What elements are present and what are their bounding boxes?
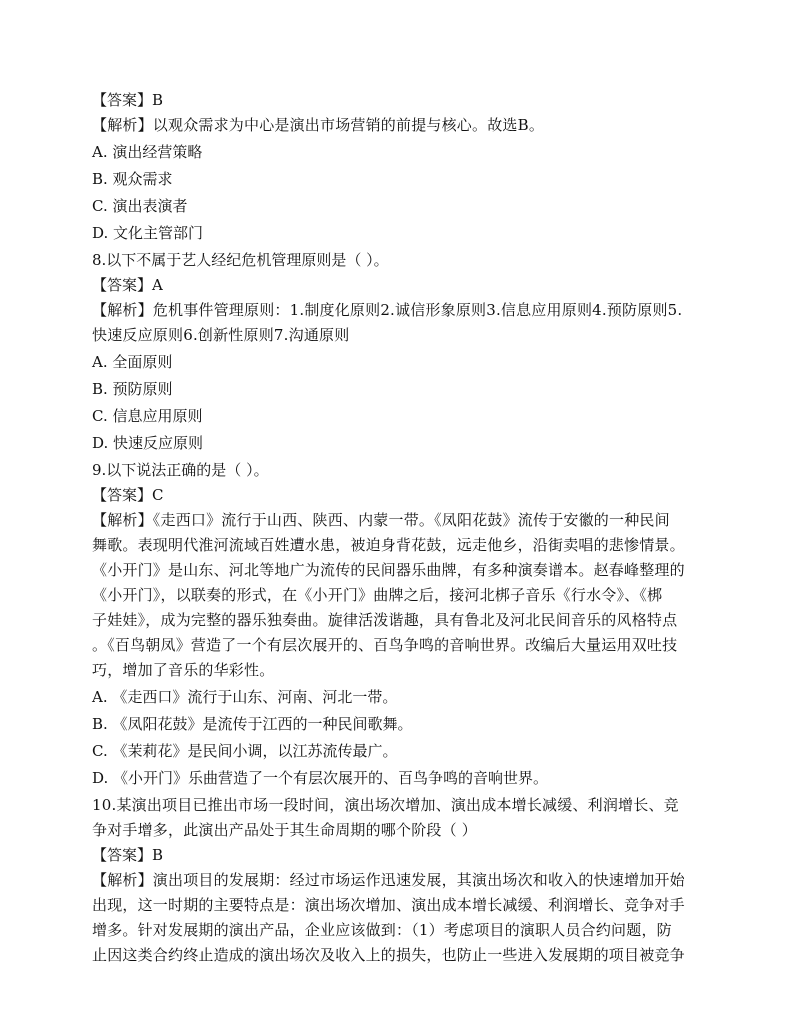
- question-8: 8.以下不属于艺人经纪危机管理原则是（ ）。: [92, 251, 389, 269]
- option-8-d: D. 快速反应原则: [92, 434, 204, 452]
- question-10: [92, 793, 714, 843]
- explanation-10-line-2: 出现，这一时期的主要特点是：演出场次增加、演出成本增长减缓、利润增长、竞争对手: [92, 896, 685, 914]
- answer-10: 【答案】B: [92, 846, 164, 864]
- option-7-d: D. 文化主管部门: [92, 224, 204, 242]
- question-9: 9.以下说法正确的是（ ）。: [92, 461, 269, 479]
- answer-7: 【答案】B: [92, 91, 164, 109]
- option-9-d: D. 《小开门》乐曲营造了一个有层次展开的、百鸟争鸣的音响世界。: [92, 769, 549, 787]
- explanation-9-line-7: 巧，增加了音乐的华彩性。: [92, 661, 275, 679]
- explanation-9: [92, 508, 714, 683]
- explanation-8-line-2: 快速反应原则6.创新性原则7.沟通原则: [92, 326, 350, 344]
- option-8-a: A. 全面原则: [92, 353, 173, 371]
- explanation-9-line-4: 《小开门》，以联奏的形式，在《小开门》曲牌之后，接河北梆子音乐《行水令》、《梆: [92, 586, 663, 604]
- option-8-b: B. 预防原则: [92, 380, 173, 398]
- question-10-line-1: 10.某演出项目已推出市场一段时间，演出场次增加、演出成本增长减缓、利润增长、竞: [92, 796, 679, 814]
- explanation-10: [92, 868, 714, 968]
- explanation-9-line-2: 舞歌。表现明代淮河流域百姓遭水患，被迫身背花鼓，远走他乡，沿街卖唱的悲惨情景。: [92, 536, 685, 554]
- option-8-c: C. 信息应用原则: [92, 407, 203, 425]
- explanation-10-line-1: 【解析】演出项目的发展期：经过市场运作迅速发展，其演出场次和收入的快速增加开始: [92, 871, 685, 889]
- explanation-10-line-3: 增多。针对发展期的演出产品，企业应该做到：（1）考虑项目的演职人员合约问题，防: [92, 921, 672, 939]
- option-9-b: B. 《凤阳花鼓》是流传于江西的一种民间歌舞。: [92, 715, 413, 733]
- answer-8: 【答案】A: [92, 276, 163, 294]
- explanation-7-line-1: 【解析】以观众需求为中心是演出市场营销的前提与核心。故选B。: [92, 116, 545, 134]
- explanation-9-line-3: 《小开门》是山东、河北等地广为流传的民间器乐曲牌，有多种演奏谱本。赵春峰整理的: [92, 561, 685, 579]
- option-9-a: A. 《走西口》流行于山东、河南、河北一带。: [92, 688, 398, 706]
- answer-9: 【答案】C: [92, 486, 164, 504]
- question-10-line-2: 争对手增多，此演出产品处于其生命周期的哪个阶段（ ）: [92, 821, 477, 839]
- explanation-8-line-1: 【解析】危机事件管理原则：1.制度化原则2.诚信形象原则3.信息应用原则4.预防原则5.: [92, 301, 683, 319]
- explanation-7: [92, 113, 714, 138]
- option-7-b: B. 观众需求: [92, 170, 173, 188]
- explanation-9-line-6: 。《百鸟朝凤》营造了一个有层次展开的、百鸟争鸣的音响世界。改编后大量运用双吐技: [92, 636, 678, 654]
- explanation-8: [92, 298, 714, 348]
- explanation-9-line-1: 【解析】《走西口》流行于山西、陕西、内蒙一带。《凤阳花鼓》流传于安徽的一种民间: [92, 511, 670, 529]
- option-7-c: C. 演出表演者: [92, 197, 188, 215]
- explanation-10-line-4: 止因这类合约终止造成的演出场次及收入上的损失，也防止一些进入发展期的项目被竞争: [92, 946, 685, 964]
- explanation-9-line-5: 子娃娃》，成为完整的器乐独奏曲。旋律活泼谐趣，具有鲁北及河北民间音乐的风格特点: [92, 611, 678, 629]
- option-9-c: C. 《茉莉花》是民间小调，以江苏流传最广。: [92, 742, 398, 760]
- option-7-a: A. 演出经营策略: [92, 143, 203, 161]
- document-page: [92, 88, 714, 968]
